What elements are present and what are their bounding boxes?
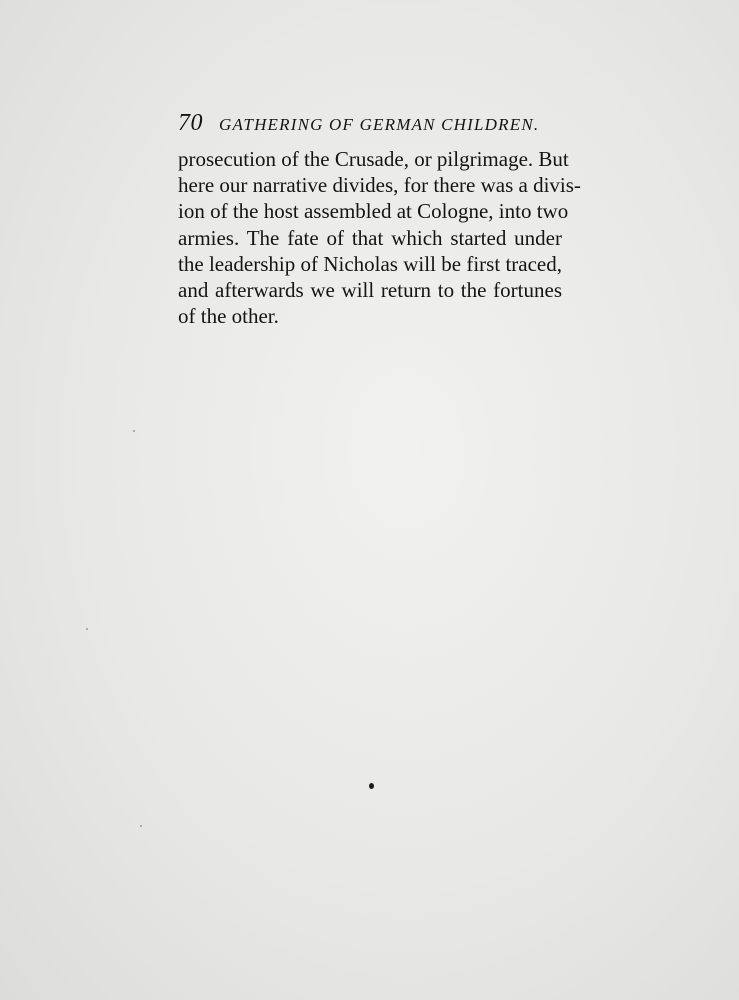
running-header	[178, 110, 578, 138]
running-title: GATHERING OF GERMAN CHILDREN.	[219, 115, 540, 134]
page-number: 70	[178, 110, 203, 136]
text-line: here our narrative divides, for there was a divis-	[178, 173, 581, 198]
ink-dot	[369, 783, 374, 789]
body-paragraph	[178, 146, 581, 329]
paper-speck	[140, 825, 142, 827]
paper-speck	[86, 628, 88, 630]
text-line: armies. The fate of that which started under	[178, 225, 562, 250]
paper-speck	[133, 430, 135, 432]
text-line: of the other.	[178, 304, 279, 329]
text-line: and afterwards we will return to the fortunes	[178, 278, 562, 303]
text-line: prosecution of the Crusade, or pilgrimage. But	[178, 147, 569, 171]
text-line: ion of the host assembled at Cologne, into two	[178, 199, 569, 224]
text-line: the leadership of Nicholas will be first traced,	[178, 251, 562, 276]
